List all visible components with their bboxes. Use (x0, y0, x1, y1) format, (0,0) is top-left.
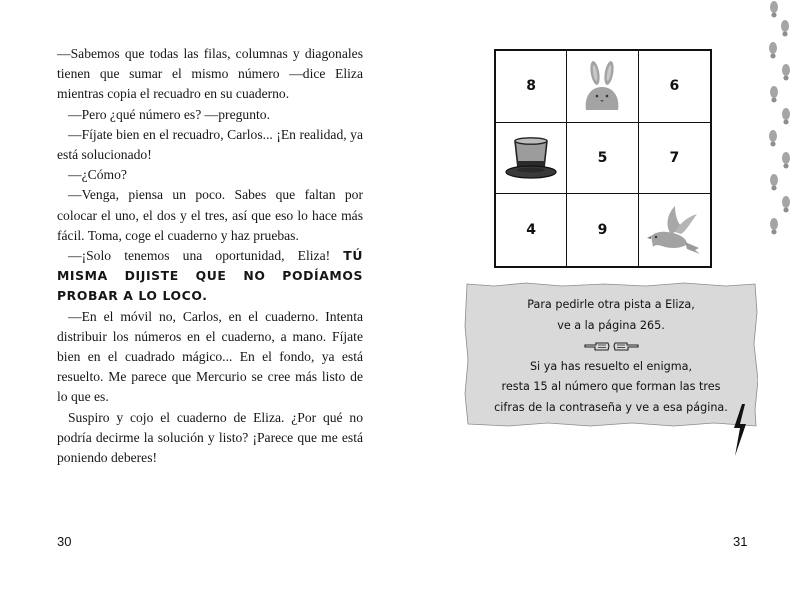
pointing-right-hand-icon (613, 340, 639, 352)
paragraph: —Pero ¿qué número es? —pregunto. (68, 106, 270, 122)
grid-cell: 6 (639, 51, 710, 123)
clue-line: ve a la página 265. (557, 318, 665, 332)
grid-cell (639, 194, 710, 266)
grid-cell: 5 (567, 123, 638, 195)
paragraph: —Fíjate bien en el recuadro, Carlos... ¡En realidad, ya está solucionado! (57, 126, 363, 163)
magic-square-grid (494, 49, 712, 268)
page-number: 30 (57, 534, 72, 549)
paragraph: —Sabemos que todas las filas, columnas y diagonales tienen que sumar el mismo número —dice Eliza mientras copia el recuadro en su cuaderno. (57, 46, 363, 102)
grid-cell (496, 123, 567, 195)
clue-line: Para pedirle otra pista a Eliza, (527, 298, 695, 311)
footprints-icon (760, 0, 800, 240)
clue-line: cifras de la contraseña y ve a esa página. (494, 400, 728, 414)
paragraph: —En el móvil no, Carlos, en el cuaderno. Intenta distribuir los números en el cuaderno, a mano. Fíjate bien en el cuadrado mágico... En el fondo, ya está resuelto. Me parece que Mercurio se cree más listo de lo que es. (57, 308, 363, 405)
pointing-left-hand-icon (584, 340, 610, 352)
paragraph: —¿Cómo? (68, 167, 127, 183)
paragraph (57, 246, 363, 307)
shouted-text: TÚ MISMA DIJISTE QUE NO PODÍAMOS PROBAR A LO LOCO. (57, 248, 363, 304)
top-hat-icon (503, 134, 559, 182)
clue-line: resta 15 al número que forman las tres (501, 380, 721, 393)
rabbit-icon (580, 60, 624, 112)
body-text (57, 44, 363, 468)
clue-text (464, 295, 758, 418)
clue-box (464, 282, 758, 428)
lightning-bolt-icon (733, 404, 747, 456)
grid-cell: 8 (496, 51, 567, 123)
page-number: 31 (733, 534, 748, 549)
right-page (400, 0, 800, 593)
paragraph: —Venga, piensa un poco. Sabes que faltan por colocar el uno, el dos y el tres, así que eso lo hace más fácil. Toma, coge el cuaderno y haz pruebas. (57, 187, 363, 243)
grid-cell (567, 51, 638, 123)
grid-cell: 9 (567, 194, 638, 266)
paragraph-text: —¡Solo tenemos una oportunidad, Eliza! (68, 248, 344, 264)
pointing-hands-icon (464, 336, 758, 357)
grid-cell: 4 (496, 194, 567, 266)
dove-icon (645, 204, 703, 256)
grid-cell: 7 (639, 123, 710, 195)
clue-line: Si ya has resuelto el enigma, (529, 359, 693, 373)
paragraph: Suspiro y cojo el cuaderno de Eliza. ¿Por qué no podría decirme la solución y listo? ¡Parece que me está poniendo deberes! (57, 409, 363, 466)
